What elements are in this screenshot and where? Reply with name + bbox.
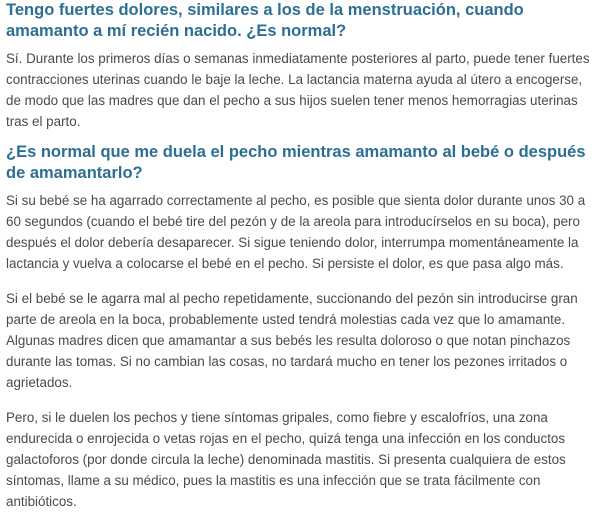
answer-paragraph-2: Si su bebé se ha agarrado correctamente al pecho, es posible que sienta dolor durante unos 30 a 60 segundos (cuando el bebé tire del pezón y de la areola para introducírselos en su boca), pero después el dolor debería desaparecer. Si sigue teniendo dolor, interrumpa momentáneamente la lactancia y vuelva a colocarse el bebé en el pecho. Si persiste el dolor, es que pasa algo más. — [6, 193, 586, 271]
answer-paragraph-4: Pero, si le duelen los pechos y tiene síntomas gripales, como fiebre y escalofríos, una zona endurecida o enrojecida o vetas rojas en el pecho, quizá tenga una infección en los conductos galactoforos (por donde circula la leche) denominada mastitis. Si presenta cualquiera de estos síntomas, llame a su médico, pues la mastitis es una infección que se trata fácilmente con antibióticos. — [6, 410, 566, 509]
question-heading-1: Tengo fuertes dolores, similares a los de la menstruación, cuando amamanto a mí recién nacido. ¿Es normal? — [6, 1, 524, 40]
answer-paragraph-1: Sí. Durante los primeros días o semanas inmediatamente posteriores al parto, puede tener fuertes contracciones uterinas cuando le baje la leche. La lactancia materna ayuda al útero a encogerse, de modo que las madres que dan el pecho a sus hijos suelen tener menos hemorragias uterinas tras el parto. — [6, 51, 590, 129]
answer-paragraph-3: Si el bebé se le agarra mal al pecho repetidamente, succionando del pezón sin introducirse gran parte de areola en la boca, probablemente usted tendrá molestias cada vez que lo amamante. Algunas madres dicen que amamantar a sus bebés les resulta doloroso o que notan pinchazos durante las tomas. Si no cambian las cosas, no tardará mucho en tener los pezones irritados o agrietados. — [6, 291, 578, 390]
question-heading-2: ¿Es normal que me duela el pecho mientras amamanto al bebé o después de amamantarlo? — [6, 143, 586, 182]
